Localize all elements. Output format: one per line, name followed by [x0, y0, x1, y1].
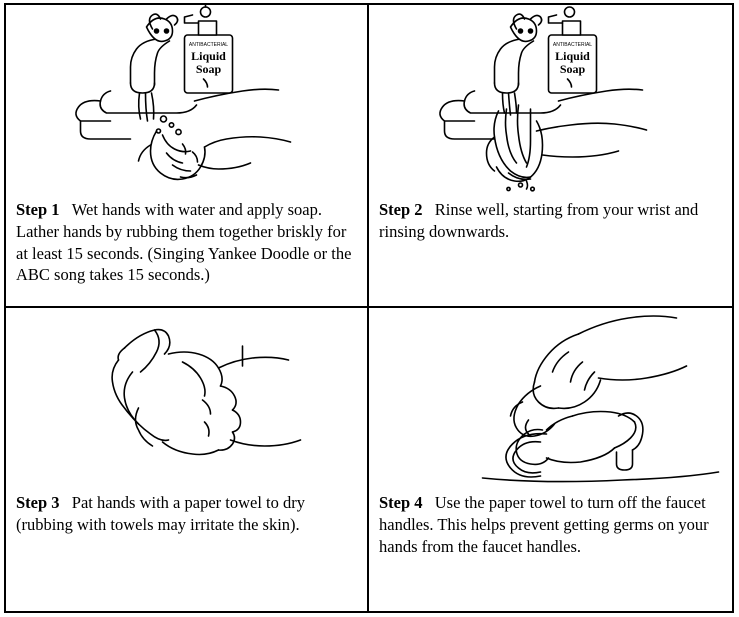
step-label-4: Step 4 [379, 493, 423, 512]
step-label-1: Step 1 [16, 200, 60, 219]
svg-text:Liquid: Liquid [555, 49, 590, 63]
illustration-step-2 [369, 5, 732, 195]
step-text-2: Rinse well, starting from your wrist and rinsing downwards. [379, 200, 699, 241]
svg-text:ANTIBACTERIAL: ANTIBACTERIAL [552, 42, 593, 48]
panel-grid [4, 3, 734, 613]
svg-text:Soap: Soap [195, 62, 222, 76]
step-label-2: Step 2 [379, 200, 423, 219]
caption-step-3 [6, 488, 367, 542]
hands-rinsing-under-faucet-with-soap-dispenser-icon [369, 5, 732, 195]
panel-step-4 [369, 308, 732, 611]
step-label-3: Step 3 [16, 493, 60, 512]
caption-step-4 [369, 488, 732, 563]
panel-step-1 [6, 5, 369, 308]
illustration-step-4 [369, 308, 732, 488]
step-text-3: Pat hands with a paper towel to dry (rubbing with towels may irritate the skin). [16, 493, 306, 534]
hand-with-paper-towel-turning-off-faucet-icon [369, 308, 732, 488]
svg-text:ANTIBACTERIAL: ANTIBACTERIAL [188, 42, 229, 48]
svg-text:Soap: Soap [559, 62, 586, 76]
svg-text:Liquid: Liquid [191, 49, 226, 63]
panel-step-2 [369, 5, 732, 308]
caption-step-2 [369, 195, 732, 249]
caption-step-1 [6, 195, 367, 292]
step-text-4: Use the paper towel to turn off the faucet handles. This helps prevent getting germs on your hands from the faucet handles. [379, 493, 709, 556]
illustration-step-3 [6, 308, 367, 488]
step-text-1: Wet hands with water and apply soap. Lather hands by rubbing them together briskly for at least 15 seconds. (Singing Yankee Doodle or the ABC song takes 15 seconds.) [16, 200, 352, 285]
hands-drying-with-paper-towel-icon [6, 308, 367, 488]
panel-step-3 [6, 308, 369, 611]
illustration-step-1 [6, 5, 367, 195]
faucet-running-water-with-soap-dispenser-and-hands-icon [6, 5, 367, 195]
